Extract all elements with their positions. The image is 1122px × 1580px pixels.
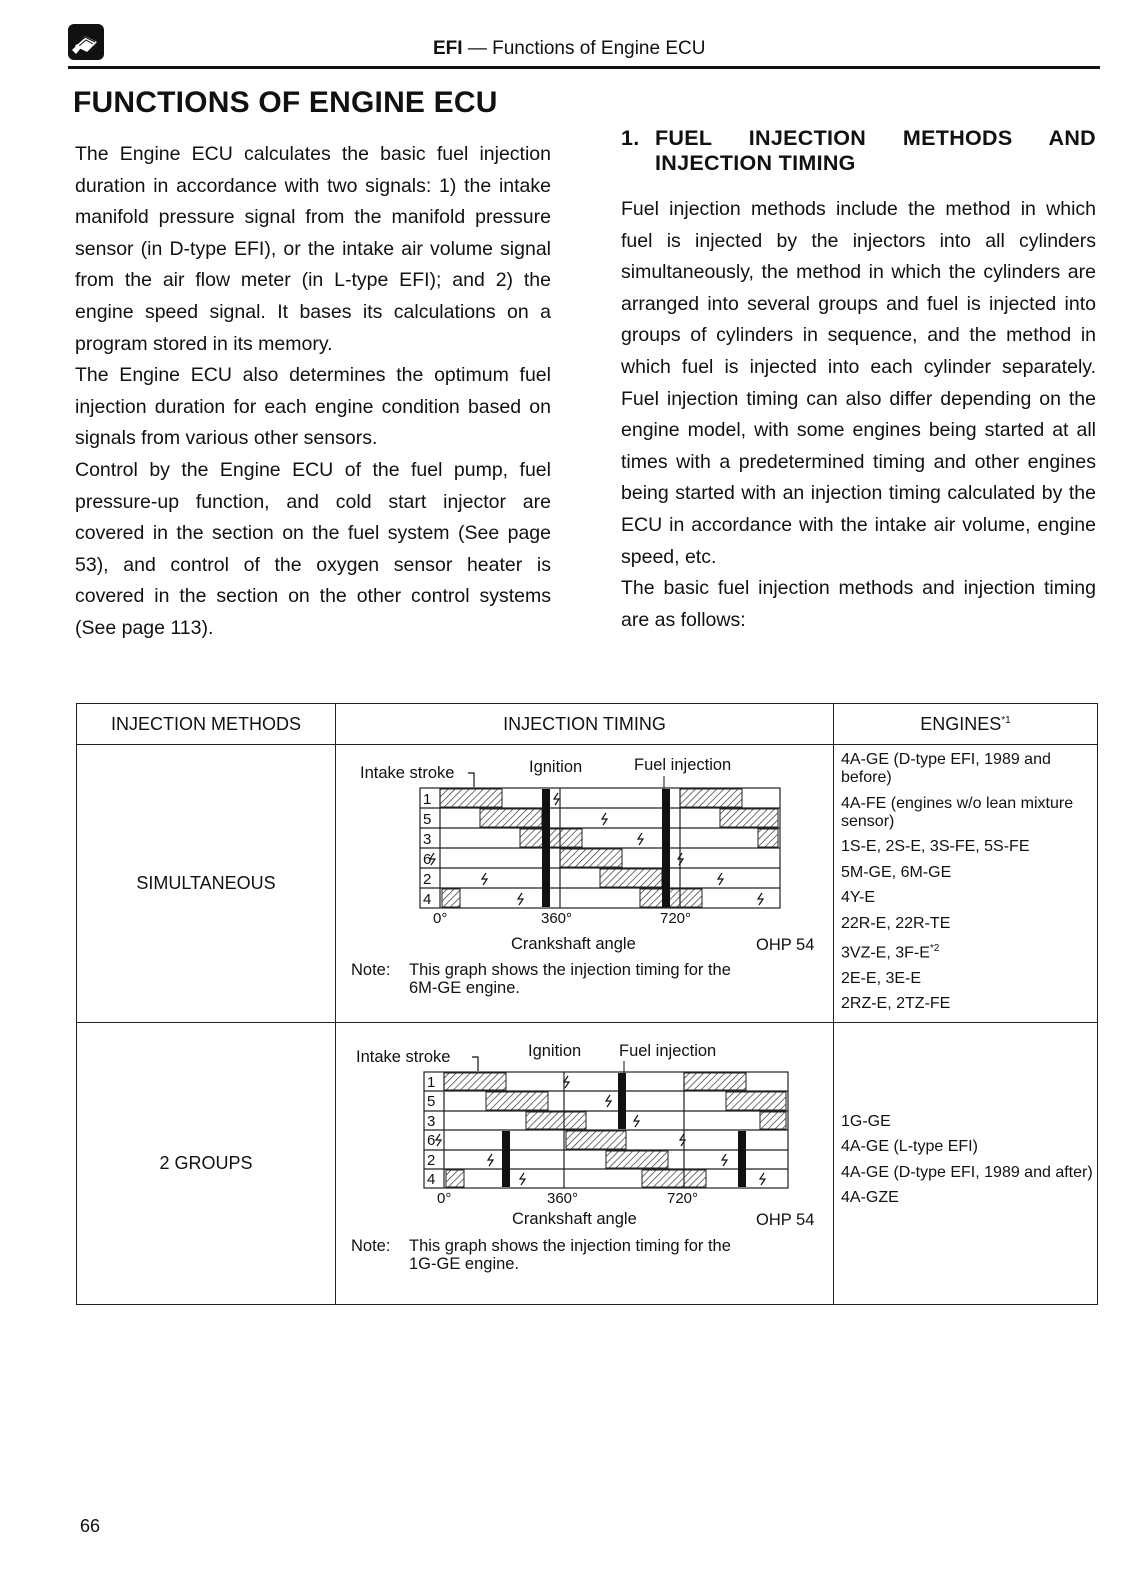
engine-item: 3VZ-E, $3F-E^{*2}$ <box>841 943 940 962</box>
angle-labels <box>437 1190 698 1207</box>
engine-item: 5M-GE, 6M-GE <box>841 863 952 881</box>
label-fuel-injection: Fuel injection <box>619 1042 717 1060</box>
label-ignition: Ignition <box>529 758 583 776</box>
cyl-label: 3 <box>427 1113 436 1130</box>
label-intake-stroke: Intake stroke <box>356 1048 451 1066</box>
angle-0: 0° <box>437 1190 452 1207</box>
table-row-simultaneous <box>77 745 1098 1023</box>
note-line1: This graph shows the injection timing for the <box>409 961 731 979</box>
method-2-groups: 2 GROUPS <box>77 1023 336 1305</box>
engine-item: 4A-GZE <box>841 1189 899 1206</box>
engine-item: 4A-FE (engines w/o lean mixture sensor) <box>841 794 1074 830</box>
section-heading <box>621 126 1096 176</box>
timing-diagram-simultaneous <box>336 745 834 1023</box>
ohp-ref: OHP 54 <box>756 1211 815 1229</box>
cyl-label: 6 <box>423 851 432 868</box>
axis-title: Crankshaft angle <box>512 1210 637 1228</box>
angle-720: 720° <box>660 910 692 927</box>
note-line1: This graph shows the injection timing for the <box>409 1237 731 1255</box>
engine-item: 22R-E, 22R-TE <box>841 914 951 932</box>
cyl-label: 5 <box>423 811 432 828</box>
book-hand-icon <box>68 24 104 60</box>
angle-labels <box>433 910 691 927</box>
table-header-row <box>77 704 1098 745</box>
method-simultaneous: SIMULTANEOUS <box>77 745 336 1023</box>
angle-360: 360° <box>547 1190 579 1207</box>
engine-item: 4A-GE (D-type EFI, 1989 and after) <box>841 1163 1093 1181</box>
page-title: FUNCTIONS OF ENGINE ECU <box>73 86 498 119</box>
cyl-label: 4 <box>427 1171 436 1188</box>
cyl-label: 2 <box>423 871 432 888</box>
diagram-2-groups <box>336 1023 834 1299</box>
intro-paragraph: The Engine ECU also determines the optimum fuel injection duration for each engine condition based on signals from various other sensors. <box>75 364 551 450</box>
label-intake-stroke: Intake stroke <box>360 764 455 782</box>
engine-item: 4A-GE (D-type EFI, 1989 and before) <box>841 751 1051 786</box>
header-title: EFI — Functions of Engine ECU <box>433 38 706 59</box>
ohp-ref: OHP 54 <box>756 936 815 954</box>
engines-2-groups <box>834 1023 1098 1305</box>
angle-0: 0° <box>433 910 448 927</box>
section-text <box>621 194 1096 636</box>
engine-item: 2E-E, 3E-E <box>841 969 922 987</box>
label-fuel-injection: Fuel injection <box>634 756 732 774</box>
note-line2: 1G-GE engine. <box>409 1255 520 1273</box>
section-heading-line1: FUEL INJECTION METHODS AND <box>655 126 1096 150</box>
header-engines: ENGINES$^{*1}$ <box>834 704 1098 745</box>
header-timing: INJECTION TIMING <box>336 704 834 745</box>
cyl-label: 6 <box>427 1132 436 1149</box>
cyl-label: 1 <box>427 1074 436 1091</box>
intro-text <box>75 139 551 645</box>
note-label: Note: <box>351 961 391 979</box>
page-number: 66 <box>80 1516 101 1536</box>
axis-title: Crankshaft angle <box>511 935 636 953</box>
section-number: 1. <box>621 126 640 150</box>
engines-simultaneous <box>834 745 1098 1023</box>
engine-item: 1G-GE <box>841 1112 891 1130</box>
engine-item: 4A-GE (L-type EFI) <box>841 1138 978 1155</box>
angle-720: 720° <box>667 1190 699 1207</box>
cyl-label: 1 <box>423 791 432 808</box>
note-label: Note: <box>351 1237 391 1255</box>
header-methods: INJECTION METHODS <box>77 704 336 745</box>
section-heading-line2: INJECTION TIMING <box>655 151 856 175</box>
engine-item: 2RZ-E, 2TZ-FE <box>841 995 951 1013</box>
cyl-label: 4 <box>423 891 432 908</box>
header-rule <box>68 66 1100 69</box>
intro-paragraph: The Engine ECU calculates the basic fuel injection duration in accordance with two signals: 1) the intake manifold pressure signal from the manifold pressure sensor (in D-type EFI), or the intake air volume signal from the air flow meter (in L-type EFI); and 2) the engine speed signal. It bases its calculations on a program stored in its memory. <box>75 143 551 355</box>
angle-360: 360° <box>541 910 573 927</box>
engine-item: 4Y-E <box>841 889 876 906</box>
engine-item: 1S-E, 2S-E, 3S-FE, 5S-FE <box>841 838 1030 855</box>
cyl-label: 2 <box>427 1152 436 1169</box>
timing-diagram-2-groups <box>336 1023 834 1305</box>
cyl-label: 3 <box>423 831 432 848</box>
section-paragraph: The basic fuel injection methods and injection timing are as follows: <box>621 577 1096 631</box>
diagram-simultaneous <box>336 745 834 1017</box>
intro-paragraph: Control by the Engine ECU of the fuel pump, fuel pressure-up function, and cold start injector are covered in the section on the fuel system (See page 53), and control of the oxygen sensor heater is covered in the section on the other control systems (See page 113). <box>75 458 551 639</box>
note-line2: 6M-GE engine. <box>409 979 520 997</box>
table-row-2-groups <box>77 1023 1098 1305</box>
label-ignition: Ignition <box>528 1042 582 1060</box>
cyl-label: 5 <box>427 1093 436 1110</box>
section-paragraph: Fuel injection methods include the method in which fuel is injected by the injectors into all cylinders simultaneously, the method in which the cylinders are arranged into several groups and fuel is injected into groups of cylinders in sequence, and the method in which fuel is injected into each cylinder separately. Fuel injection timing can also differ depending on the engine model, with some engines being started at all times with a predetermined timing and other engines being started with an injection timing calculated by the ECU in accordance with the intake air volume, engine speed, etc. <box>621 198 1096 568</box>
injection-methods-table <box>76 703 1098 1305</box>
